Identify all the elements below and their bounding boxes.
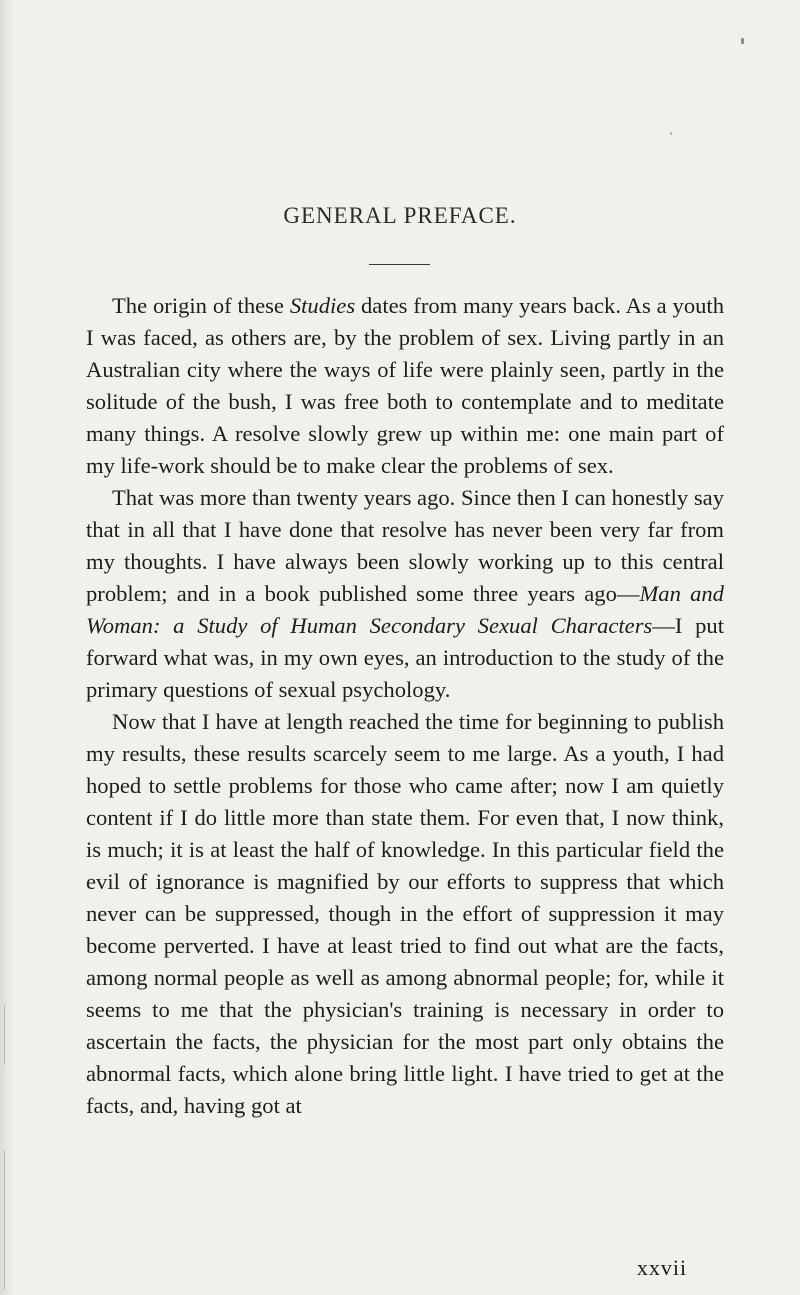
paragraph [86,290,724,482]
page-heading: GENERAL PREFACE. [283,203,517,228]
paragraph [86,706,724,1122]
preface-body [86,290,724,1122]
text-run: dates from many years back. As a youth I was faced, as others are, by the problem of sex. Living partly in an Australian city where the ways of life were plainly seen, partly in the solitude of the bush, I was free both to contemplate and to meditate many things. A resolve slowly grew up within me: one main part of my life-work should be to make clear the problems of sex. [86,293,724,478]
paragraph [86,482,724,706]
text-run: That was more than twenty years ago. Since then I can honestly say that in all that I have done that resolve has never been very far from my thoughts. I have always been slowly working up to this central problem; and in a book published some three years ago— [86,485,724,606]
page-number: xxvii [636,1255,688,1280]
text-run: —I put forward what was, in my own eyes, an introduction to the study of the primary questions of sexual psychology. [86,613,724,702]
heading-rule [369,264,430,265]
text-run: The origin of these [112,293,290,318]
text-run: Now that I have at length reached the time for beginning to publish my results, these results scarcely seem to me large. As a youth, I had hoped to settle problems for those who came after; now I am quietly content if I do little more than state them. For even that, I now think, is much; it is at least the half of knowledge. In this particular field the evil of ignorance is magnified by our efforts to suppress that which never can be suppressed, though in the effort of suppression it may become perverted. I have at least tried to find out what are the facts, among normal people as well as among abnormal people; for, while it seems to me that the physician's training is necessary in order to ascertain the facts, the physician for the most part only obtains the abnormal facts, which alone bring little light. I have tried to get at the facts, and, having got at [86,709,724,1118]
gutter-mark [4,1005,5,1065]
page-gutter-shadow [0,0,14,1295]
gutter-mark [4,1150,5,1290]
italic-title-run: Studies [289,293,356,318]
paper-speck [670,132,672,135]
italic-title-run: Man and Woman: a Study of Human Secondary Sexual Characters [86,581,724,638]
paper-speck [741,38,744,44]
